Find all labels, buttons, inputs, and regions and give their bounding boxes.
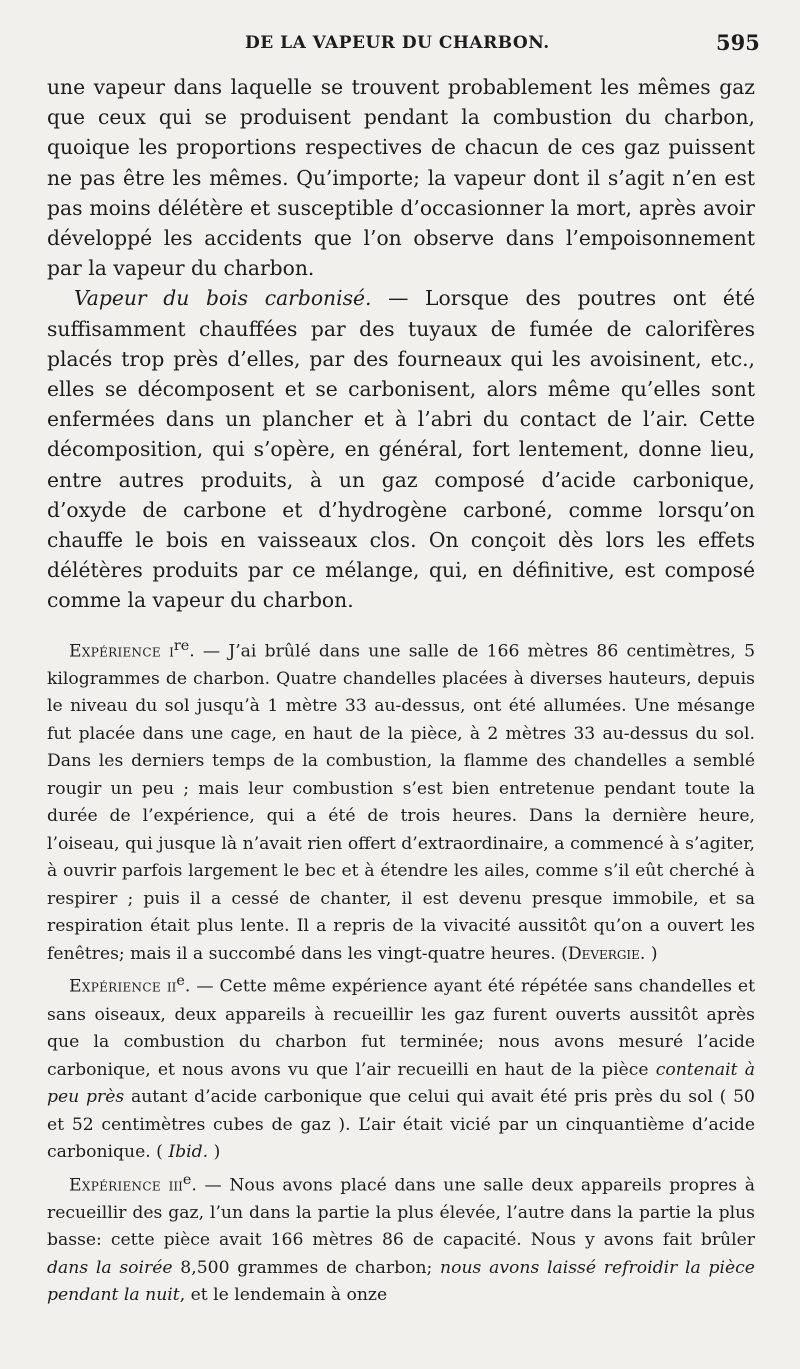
italic-phrase: dans la soirée <box>47 1257 173 1278</box>
paragraph-carbonised-wood <box>47 283 755 615</box>
experiment-label: Expérience <box>69 641 161 662</box>
experiment-text: . — J’ai brûlé dans une salle de 166 mètres 86 centimètres, 5 kilogrammes de charbon. Quatre chandelles placées à diverses hauteurs, depuis le niveau du sol jusqu’à 1 mètre 33 au-dessus, ont été allumées. Une mésange fut placée dans une cage, en haut de la pièce, à 2 mètres 33 au-dessus du sol. Dans les derniers temps de la combustion, la flamme des chandelles a semblé rougir un peu ; mais leur combustion s’est bien entretenue pendant toute la durée de l’expérience, qui a été de trois heures. Dans la dernière heure, l’oiseau, qui jusque là n’avait rien offert d’extraordinaire, a commencé à s’agiter, à ouvrir parfois largement le bec et à étendre les ailes, comme s’il eût cherché à respirer ; puis il a cessé de chanter, il est devenu presque immobile, et sa respiration était plus lente. Il a repris de la vivacité aussitôt qu’on a ouvert les fenêtres; mais il a succombé dans les vingt-quatre heures. ( <box>47 641 756 964</box>
experiment-ordinal: e <box>182 1171 192 1188</box>
experiment-text: . — Nous avons placé dans une salle deux appareils propres à recueillir des gaz, l’un dans la partie la plus élevée, l’autre dans la partie la plus basse: cette pièce avait 166 mètres 86 de capacité. Nous y avons fait brûler <box>47 1175 755 1251</box>
experiment-text: autant d’acide carbonique que celui qui avait été pris près du sol ( 50 et 52 centimètres cubes de gaz ). L’air était vicié par un cinquantième d’acide carbonique. ( <box>47 1087 755 1163</box>
closing-paren: ) <box>208 1142 221 1163</box>
author-reference: Devergie. <box>567 943 646 964</box>
separator-space <box>47 616 755 633</box>
closing-paren: ) <box>645 943 658 964</box>
experiment-numeral: ii <box>166 977 177 998</box>
experiment-numeral: i <box>169 641 174 662</box>
experiment-ordinal: e <box>176 973 185 990</box>
experiment-numeral: iii <box>168 1175 183 1196</box>
ibid-reference: Ibid. <box>168 1142 209 1163</box>
experiment-2 <box>47 968 755 1166</box>
paragraph-charcoal-vapour <box>47 72 755 283</box>
paragraph-text: une vapeur dans laquelle se trouvent probablement les mêmes gaz que ceux qui se produisent pendant la combustion du charbon, quoique les proportions respectives de chacun de ces gaz puissent ne pas être les mêmes. Qu’importe; la vapeur dont il s’agit n’en est pas moins délétère et susceptible d’occasionner la mort, après avoir développé les accidents que l’on observe dans l’empoisonnement par la vapeur du charbon. <box>47 75 755 281</box>
experiment-label: Expérience <box>69 1175 161 1196</box>
running-title: DE LA VAPEUR DU CHARBON. <box>245 33 550 53</box>
experiment-text: 8,500 grammes de charbon; <box>172 1257 441 1278</box>
experiment-label: Expérience <box>69 977 161 998</box>
experiment-3 <box>47 1167 755 1310</box>
experiment-text: , et le lendemain à onze <box>179 1285 388 1306</box>
page-number: 595 <box>716 30 760 55</box>
experiment-text: . — Cette même expérience ayant été répétée sans chandelles et sans oiseaux, deux appareils à recueillir les gaz furent ouverts aussitôt après que la combustion du charbon fut terminée; nous avons mesuré l’acide carbonique, et nous avons vu que l’air recueilli en haut de la pièce <box>47 977 755 1080</box>
italic-phrase: nous avons laissé refroidir la pièce pendant la nuit <box>47 1257 755 1306</box>
italic-phrase: contenait à peu près <box>47 1059 755 1108</box>
running-head <box>0 30 800 61</box>
section-heading: Vapeur du bois carbonisé. <box>74 286 372 311</box>
experiment-1 <box>47 633 755 969</box>
paragraph-text: — Lorsque des poutres ont été suffisamment chauffées par des tuyaux de fumée de calorifères placés trop près d’elles, par des fourneaux qui les avoisinent, etc., elles se décomposent et se carbonisent, alors même qu’elles sont enfermées dans un plancher et à l’abri du contact de l’air. Cette décomposition, qui s’opère, en général, fort lentement, donne lieu, entre autres produits, à un gaz composé d’acide carbonique, d’oxyde de carbone et d’hydrogène carboné, comme lorsqu’on chauffe le bois en vaisseaux clos. On conçoit dès lors les effets délétères produits par ce mélange, qui, en définitive, est composé comme la vapeur du charbon. <box>47 286 755 613</box>
body-text <box>47 72 755 1310</box>
experiment-ordinal: re <box>173 637 190 654</box>
